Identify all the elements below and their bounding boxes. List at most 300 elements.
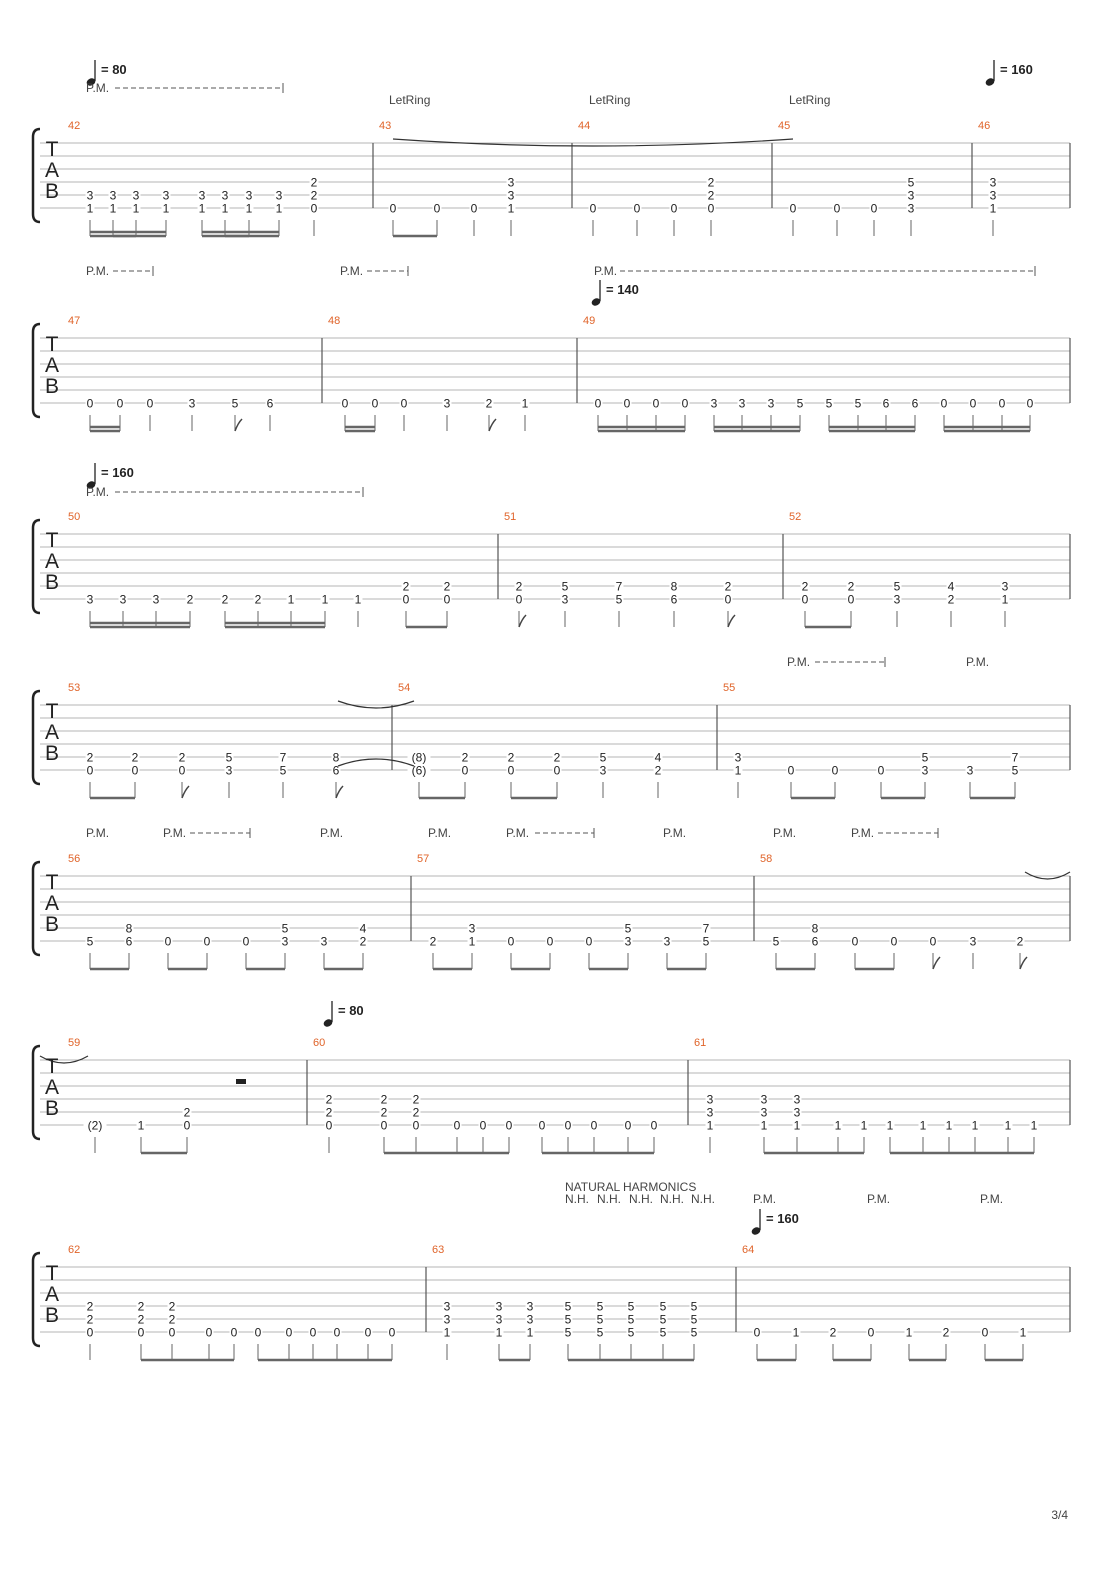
technique-label: P.M. (594, 264, 618, 278)
system-bracket (33, 862, 40, 955)
tempo-mark: = 140 (606, 282, 639, 297)
tempo-mark: = 160 (766, 1211, 799, 1226)
fret-number: 0 (505, 1118, 513, 1133)
technique-label: N.H. (597, 1192, 621, 1206)
tab-clef-letter: T (45, 1055, 59, 1078)
technique-label: P.M. (980, 1192, 1004, 1206)
fret-number: 0 (1026, 396, 1034, 411)
page-number: 3/4 (1051, 1508, 1068, 1522)
fret-number: 0 (325, 1118, 333, 1133)
fret-number: 3 (706, 1105, 714, 1120)
fret-number: 1 (734, 763, 742, 778)
fret-number: 3 (893, 592, 901, 607)
fret-number: 1 (945, 1118, 953, 1133)
fret-number: 0 (402, 592, 410, 607)
fret-number: 0 (981, 1325, 989, 1340)
measure-number: 58 (760, 853, 773, 865)
fret-number: 6 (811, 934, 819, 949)
fret-number: 2 (131, 750, 139, 765)
fret-number: 5 (627, 1299, 635, 1314)
fret-number: 6 (882, 396, 890, 411)
fret-number: 3 (507, 175, 515, 190)
fret-number: 2 (654, 763, 662, 778)
fret-number: 1 (919, 1118, 927, 1133)
fret-number: 0 (364, 1325, 372, 1340)
fret-number: 3 (245, 188, 253, 203)
measure-number: 49 (583, 315, 596, 327)
note-flag (933, 957, 940, 969)
technique-label: P.M. (163, 826, 187, 840)
fret-number: 8 (811, 921, 819, 936)
fret-number: 5 (624, 921, 632, 936)
note-flag (235, 419, 242, 431)
tab-clef-letter: T (45, 871, 59, 894)
fret-number: 3 (198, 188, 206, 203)
fret-number: 5 (596, 1312, 604, 1327)
fret-number: 5 (231, 396, 239, 411)
measure-number: 54 (398, 682, 411, 694)
measure-number: 61 (694, 1037, 707, 1049)
fret-number: 0 (998, 396, 1006, 411)
fret-number: 3 (760, 1105, 768, 1120)
fret-number: 0 (538, 1118, 546, 1133)
fret-number: 2 (380, 1105, 388, 1120)
fret-number: 5 (1011, 763, 1019, 778)
measure-number: 56 (68, 853, 81, 865)
fret-number: 5 (690, 1325, 698, 1340)
measure-number: 57 (417, 853, 430, 865)
fret-number: 5 (599, 750, 607, 765)
fret-number: 2 (186, 592, 194, 607)
fret-number: 1 (793, 1118, 801, 1133)
technique-label: P.M. (86, 81, 110, 95)
fret-number: 0 (564, 1118, 572, 1133)
fret-number: 0 (624, 1118, 632, 1133)
fret-number: 1 (834, 1118, 842, 1133)
technique-label: P.M. (86, 264, 110, 278)
fret-number: 1 (132, 201, 140, 216)
fret-number: 0 (178, 763, 186, 778)
tab-clef-letter: B (44, 742, 60, 765)
measure-number: 55 (723, 682, 736, 694)
fret-number: 5 (279, 763, 287, 778)
fret-number: 0 (594, 396, 602, 411)
fret-number: 0 (623, 396, 631, 411)
fret-number: 1 (109, 201, 117, 216)
fret-number: 0 (254, 1325, 262, 1340)
technique-label: P.M. (86, 485, 110, 499)
fret-number: 2 (310, 175, 318, 190)
fret-number: 2 (310, 188, 318, 203)
fret-number: 5 (281, 921, 289, 936)
fret-number: 2 (137, 1299, 145, 1314)
fret-number: 3 (225, 763, 233, 778)
fret-number: 5 (907, 175, 915, 190)
fret-number: 2 (461, 750, 469, 765)
fret-number: 0 (515, 592, 523, 607)
fret-number: 6 (911, 396, 919, 411)
fret-number: 3 (969, 934, 977, 949)
tab-clef-letter: A (44, 892, 60, 915)
fret-number: 0 (787, 763, 795, 778)
measure-number: 45 (778, 120, 791, 132)
fret-number: 1 (989, 201, 997, 216)
measure-number: 44 (578, 120, 591, 132)
technique-label: N.H. (565, 1192, 589, 1206)
fret-number: 0 (929, 934, 937, 949)
fret-number: 0 (847, 592, 855, 607)
fret-number: 3 (793, 1105, 801, 1120)
fret-number: 5 (564, 1312, 572, 1327)
tab-clef-letter: A (44, 354, 60, 377)
fret-number: 3 (162, 188, 170, 203)
fret-number: 0 (789, 201, 797, 216)
fret-number: 3 (989, 175, 997, 190)
fret-number: 2 (801, 579, 809, 594)
fret-number: 0 (389, 201, 397, 216)
fret-number: 3 (221, 188, 229, 203)
fret-number: 5 (659, 1299, 667, 1314)
fret-number: 0 (470, 201, 478, 216)
technique-label: P.M. (966, 655, 990, 669)
fret-number: 0 (681, 396, 689, 411)
system-bracket (33, 129, 40, 222)
system-bracket (33, 520, 40, 613)
fret-number: 2 (553, 750, 561, 765)
fret-number: 3 (495, 1312, 503, 1327)
technique-label: N.H. (691, 1192, 715, 1206)
fret-number: 0 (86, 1325, 94, 1340)
fret-number: 2 (359, 934, 367, 949)
fret-number: 5 (86, 934, 94, 949)
fret-number: 1 (162, 201, 170, 216)
fret-number: 3 (152, 592, 160, 607)
fret-number: 1 (971, 1118, 979, 1133)
fret-number: 3 (119, 592, 127, 607)
fret-number: 3 (281, 934, 289, 949)
fret-number: (2) (87, 1118, 103, 1133)
fret-number: (8) (411, 750, 427, 765)
tab-clef-letter: T (45, 138, 59, 161)
fret-number: 3 (734, 750, 742, 765)
system-7 (33, 1209, 1070, 1360)
fret-number: 6 (125, 934, 133, 949)
fret-number: 2 (507, 750, 515, 765)
fret-number: 5 (596, 1299, 604, 1314)
fret-number: 2 (707, 175, 715, 190)
fret-number: 8 (125, 921, 133, 936)
measure-number: 42 (68, 120, 81, 132)
note-flag (182, 786, 189, 798)
measure-number: 59 (68, 1037, 81, 1049)
tab-clef-letter: T (45, 529, 59, 552)
fret-number: 3 (109, 188, 117, 203)
fret-number: 0 (969, 396, 977, 411)
fret-number: 5 (564, 1325, 572, 1340)
measure-number: 43 (379, 120, 392, 132)
system-bracket (33, 1253, 40, 1346)
fret-number: 3 (760, 1092, 768, 1107)
fret-number: 0 (833, 201, 841, 216)
measure-number: 64 (742, 1244, 755, 1256)
fret-number: 1 (507, 201, 515, 216)
fret-number: 2 (724, 579, 732, 594)
fret-number: 1 (760, 1118, 768, 1133)
measure-number: 52 (789, 511, 802, 523)
fret-number: 5 (921, 750, 929, 765)
system-bracket (33, 691, 40, 784)
fret-number: 0 (940, 396, 948, 411)
fret-number: 5 (893, 579, 901, 594)
fret-number: 3 (767, 396, 775, 411)
tab-clef-letter: A (44, 550, 60, 573)
fret-number: 0 (453, 1118, 461, 1133)
note-flag (1020, 957, 1027, 969)
tab-clef-letter: A (44, 1283, 60, 1306)
fret-number: 0 (877, 763, 885, 778)
fret-number: 0 (507, 763, 515, 778)
fret-number: 0 (890, 934, 898, 949)
fret-number: 7 (702, 921, 710, 936)
fret-number: 0 (412, 1118, 420, 1133)
fret-number: 6 (332, 763, 340, 778)
fret-number: 0 (285, 1325, 293, 1340)
fret-number: 2 (168, 1312, 176, 1327)
fret-number: 0 (380, 1118, 388, 1133)
tab-clef-letter: T (45, 700, 59, 723)
fret-number: 1 (521, 396, 529, 411)
fret-number: 1 (86, 201, 94, 216)
fret-number: 3 (526, 1299, 534, 1314)
fret-number: 6 (670, 592, 678, 607)
fret-number: 5 (702, 934, 710, 949)
fret-number: 3 (966, 763, 974, 778)
system-bracket (33, 1046, 40, 1139)
fret-number: 2 (325, 1092, 333, 1107)
fret-number: 2 (86, 1312, 94, 1327)
fret-number: 5 (825, 396, 833, 411)
fret-number: 4 (947, 579, 955, 594)
technique-label: P.M. (428, 826, 452, 840)
fret-number: 0 (633, 201, 641, 216)
note-flag (489, 419, 496, 431)
fret-number: 0 (867, 1325, 875, 1340)
fret-number: 3 (526, 1312, 534, 1327)
fret-number: 3 (624, 934, 632, 949)
fret-number: 0 (479, 1118, 487, 1133)
note-flag (519, 615, 526, 627)
fret-number: 3 (793, 1092, 801, 1107)
tempo-mark: = 80 (101, 62, 127, 77)
tab-clef-letter: B (44, 1097, 60, 1120)
fret-number: 1 (886, 1118, 894, 1133)
fret-number: 0 (801, 592, 809, 607)
technique-label: P.M. (663, 826, 687, 840)
fret-number: 1 (221, 201, 229, 216)
fret-number: 3 (275, 188, 283, 203)
fret-number: 0 (86, 396, 94, 411)
fret-number: 1 (905, 1325, 913, 1340)
fret-number: 2 (183, 1105, 191, 1120)
fret-number: 1 (443, 1325, 451, 1340)
measure-number: 63 (432, 1244, 445, 1256)
fret-number: 0 (203, 934, 211, 949)
fret-number: 0 (443, 592, 451, 607)
tab-clef-letter: B (44, 180, 60, 203)
fret-number: 3 (710, 396, 718, 411)
fret-number: 3 (495, 1299, 503, 1314)
fret-number: 0 (400, 396, 408, 411)
fret-number: 5 (627, 1312, 635, 1327)
fret-number: 1 (468, 934, 476, 949)
fret-number: 0 (590, 1118, 598, 1133)
fret-number: 0 (164, 934, 172, 949)
fret-number: 5 (796, 396, 804, 411)
fret-number: 0 (831, 763, 839, 778)
fret-number: 2 (137, 1312, 145, 1327)
fret-number: 2 (847, 579, 855, 594)
fret-number: 0 (168, 1325, 176, 1340)
tab-clef-letter: B (44, 913, 60, 936)
fret-number: 0 (589, 201, 597, 216)
fret-number: 0 (553, 763, 561, 778)
fret-number: 3 (468, 921, 476, 936)
fret-number: 3 (989, 188, 997, 203)
fret-number: 5 (772, 934, 780, 949)
measure-number: 62 (68, 1244, 81, 1256)
fret-number: 0 (131, 763, 139, 778)
fret-number: 0 (851, 934, 859, 949)
fret-number: 0 (670, 201, 678, 216)
technique-label: LetRing (589, 93, 631, 107)
fret-number: 3 (443, 1299, 451, 1314)
fret-number: 0 (333, 1325, 341, 1340)
note-flag (728, 615, 735, 627)
fret-number: 0 (230, 1325, 238, 1340)
fret-number: 2 (178, 750, 186, 765)
tab-clef-letter: B (44, 1304, 60, 1327)
tempo-mark: = 160 (101, 465, 134, 480)
tab-clef-letter: T (45, 1262, 59, 1285)
technique-label: P.M. (86, 826, 110, 840)
fret-number: 3 (86, 188, 94, 203)
rest (236, 1079, 246, 1084)
fret-number: 1 (860, 1118, 868, 1133)
fret-number: 2 (221, 592, 229, 607)
fret-number: 0 (461, 763, 469, 778)
technique-label: LetRing (789, 93, 831, 107)
fret-number: 2 (443, 579, 451, 594)
fret-number: 2 (380, 1092, 388, 1107)
technique-label: P.M. (787, 655, 811, 669)
technique-label: N.H. (629, 1192, 653, 1206)
fret-number: 2 (515, 579, 523, 594)
fret-number: 2 (942, 1325, 950, 1340)
tab-clef-letter: A (44, 721, 60, 744)
fret-number: 8 (670, 579, 678, 594)
tie (338, 759, 414, 766)
fret-number: 7 (279, 750, 287, 765)
fret-number: 0 (137, 1325, 145, 1340)
fret-number: 0 (388, 1325, 396, 1340)
technique-label: P.M. (320, 826, 344, 840)
fret-number: 0 (433, 201, 441, 216)
fret-number: 0 (707, 201, 715, 216)
fret-number: 3 (738, 396, 746, 411)
fret-number: 3 (921, 763, 929, 778)
fret-number: 7 (615, 579, 623, 594)
fret-number: 1 (245, 201, 253, 216)
fret-number: 8 (332, 750, 340, 765)
fret-number: 2 (947, 592, 955, 607)
fret-number: 0 (86, 763, 94, 778)
fret-number: 5 (564, 1299, 572, 1314)
technique-label: P.M. (753, 1192, 777, 1206)
fret-number: 1 (706, 1118, 714, 1133)
tab-clef-letter: B (44, 375, 60, 398)
technique-label: NATURAL HARMONICS (565, 1180, 697, 1194)
fret-number: 2 (254, 592, 262, 607)
system-1 (33, 60, 1070, 236)
tempo-mark: = 80 (338, 1003, 364, 1018)
fret-number: 5 (627, 1325, 635, 1340)
fret-number: 1 (198, 201, 206, 216)
fret-number: 3 (663, 934, 671, 949)
fret-number: 5 (596, 1325, 604, 1340)
measure-number: 50 (68, 511, 81, 523)
fret-number: 0 (870, 201, 878, 216)
fret-number: 2 (429, 934, 437, 949)
fret-number: 3 (907, 201, 915, 216)
fret-number: 0 (310, 201, 318, 216)
fret-number: 0 (116, 396, 124, 411)
fret-number: 5 (690, 1299, 698, 1314)
fret-number: 2 (1016, 934, 1024, 949)
fret-number: 1 (1019, 1325, 1027, 1340)
fret-number: 0 (242, 934, 250, 949)
fret-number: 3 (561, 592, 569, 607)
fret-number: 5 (561, 579, 569, 594)
fret-number: 2 (168, 1299, 176, 1314)
technique-label: P.M. (851, 826, 875, 840)
fret-number: 1 (1004, 1118, 1012, 1133)
note-flag (336, 786, 343, 798)
fret-number: (6) (411, 763, 427, 778)
technique-label: P.M. (506, 826, 530, 840)
fret-number: 4 (359, 921, 367, 936)
fret-number: 3 (599, 763, 607, 778)
fret-number: 1 (137, 1118, 145, 1133)
fret-number: 5 (659, 1312, 667, 1327)
fret-number: 7 (1011, 750, 1019, 765)
measure-number: 48 (328, 315, 341, 327)
tab-clef-letter: T (45, 333, 59, 356)
fret-number: 2 (829, 1325, 837, 1340)
fret-number: 3 (443, 1312, 451, 1327)
fret-number: 1 (526, 1325, 534, 1340)
fret-number: 2 (86, 750, 94, 765)
tab-clef-letter: A (44, 1076, 60, 1099)
technique-label: N.H. (660, 1192, 684, 1206)
technique-label: P.M. (340, 264, 364, 278)
fret-number: 0 (205, 1325, 213, 1340)
fret-number: 3 (1001, 579, 1009, 594)
fret-number: 0 (585, 934, 593, 949)
fret-number: 3 (320, 934, 328, 949)
tempo-mark: = 160 (1000, 62, 1033, 77)
measure-number: 60 (313, 1037, 326, 1049)
fret-number: 3 (443, 396, 451, 411)
